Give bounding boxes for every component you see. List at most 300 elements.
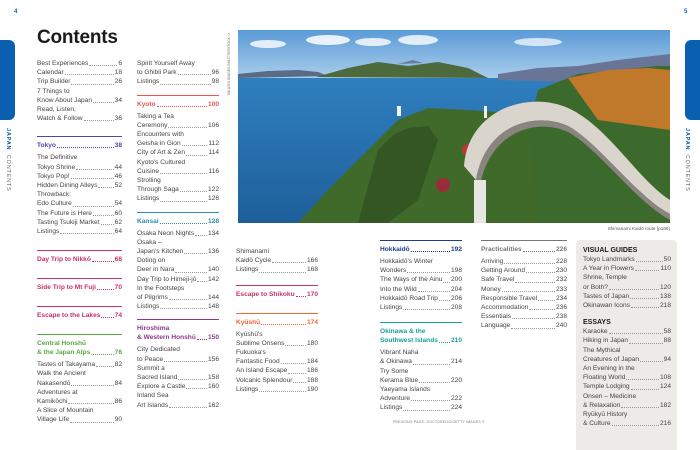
- dot-leader: [612, 425, 659, 426]
- entry-line1: Ryūkyū History: [583, 411, 628, 419]
- entry-page: 184: [306, 358, 318, 366]
- entry-title: Listings: [236, 385, 259, 393]
- entry-page: 116: [208, 167, 219, 175]
- dot-leader: [439, 300, 450, 301]
- entry-page: 230: [555, 267, 567, 275]
- section-heading[interactable]: [137, 95, 219, 109]
- dot-leader: [197, 281, 207, 282]
- toc-entry[interactable]: [37, 199, 122, 208]
- toc-entry[interactable]: [137, 68, 219, 77]
- entry-title: & Relaxation: [583, 401, 621, 409]
- toc-entry[interactable]: [380, 285, 462, 294]
- entry-page: 162: [207, 401, 219, 409]
- section-heading[interactable]: [380, 322, 462, 345]
- toc-entry[interactable]: [583, 327, 671, 336]
- entry-title: Okinawan Icons: [583, 302, 630, 310]
- entry-page: 234: [555, 294, 567, 302]
- entry-title: Sublime Onsens: [236, 339, 285, 347]
- toc-entry[interactable]: [137, 355, 219, 364]
- entry-page: 222: [450, 395, 462, 403]
- dot-leader: [411, 251, 450, 252]
- toc-entry[interactable]: [583, 283, 671, 292]
- dot-leader: [180, 191, 207, 192]
- toc-entry[interactable]: [37, 114, 122, 123]
- toc-entry[interactable]: [137, 194, 219, 203]
- page-number-right: 5: [684, 9, 688, 15]
- entry-title: Listings: [37, 228, 60, 236]
- dot-leader: [635, 270, 660, 271]
- entry-title: Tokyo Landmarks: [583, 256, 635, 263]
- toc-entry[interactable]: [481, 275, 567, 284]
- entry-title: Sacred Island: [137, 374, 178, 382]
- entry-line1: Read, Listen,: [37, 106, 76, 114]
- entry-title: of Pilgrims: [137, 294, 168, 302]
- entry-page: 120: [659, 283, 671, 291]
- dot-leader: [631, 307, 659, 308]
- toc-entry[interactable]: [236, 357, 318, 366]
- dot-leader: [621, 407, 659, 408]
- entry-page: 134: [207, 229, 219, 237]
- entry-page: 110: [660, 265, 671, 273]
- toc-entry[interactable]: [583, 419, 671, 428]
- section-page: 38: [114, 142, 122, 150]
- essays-list: [583, 327, 671, 428]
- section-title: & Western Honshū: [137, 334, 196, 342]
- entry-page: 44: [114, 163, 122, 171]
- entry-page: 214: [450, 358, 462, 366]
- dot-leader: [101, 317, 113, 318]
- toc-entry[interactable]: [481, 321, 567, 330]
- toc-entry[interactable]: [583, 292, 671, 301]
- section-heading[interactable]: [37, 136, 122, 150]
- toc-entry[interactable]: [137, 229, 219, 238]
- entry-title: & Okinawa: [380, 358, 412, 366]
- dot-leader: [76, 169, 114, 170]
- toc-entry[interactable]: [380, 275, 462, 284]
- toc-entry[interactable]: [236, 265, 318, 274]
- entry-title: The Future is Here: [37, 209, 92, 217]
- toc-entry[interactable]: [37, 59, 122, 68]
- section-heading-line1: Hiroshima: [137, 325, 170, 333]
- toc-entry[interactable]: [137, 185, 219, 194]
- section-page: 174: [306, 318, 318, 326]
- toc-entry[interactable]: [380, 266, 462, 275]
- toc-section: [37, 136, 122, 236]
- dot-leader: [182, 145, 208, 146]
- entry-title: Listings: [236, 266, 259, 274]
- dot-leader: [629, 343, 663, 344]
- entry-title: Floating World: [583, 374, 626, 382]
- entry-title: Fantastic Food: [236, 358, 280, 366]
- entry-title: Japan's Kitchen: [137, 248, 184, 256]
- entry-page: 126: [207, 195, 219, 203]
- entry-title: Money: [481, 285, 501, 293]
- section-title: Escape to Shikoku: [236, 290, 295, 298]
- toc-entry[interactable]: [37, 227, 122, 236]
- entry-title: Tastes of Japan: [583, 292, 630, 300]
- section-heading[interactable]: [137, 212, 219, 226]
- toc-entry[interactable]: [37, 163, 122, 172]
- toc-entry[interactable]: [137, 247, 219, 256]
- dot-leader: [160, 223, 207, 224]
- toc-entry[interactable]: [236, 366, 318, 375]
- section-title: Escape to the Lakes: [37, 312, 101, 320]
- toc-entry[interactable]: [236, 256, 318, 265]
- toc-entry[interactable]: [37, 415, 122, 424]
- dot-leader: [261, 324, 306, 325]
- dot-leader: [285, 345, 306, 346]
- entry-line1: Summit a: [137, 364, 165, 372]
- toc-entry[interactable]: [380, 357, 462, 366]
- section-title: Tokyo: [37, 142, 56, 150]
- entry-page: 186: [306, 367, 318, 375]
- toc-entry[interactable]: [37, 172, 122, 181]
- section-page: 74: [114, 312, 122, 320]
- toc-entry[interactable]: [481, 285, 567, 294]
- entry-line1: Inland Sea: [137, 392, 169, 400]
- entry-title: Getting Around: [481, 267, 525, 275]
- entry-line1: Kyūshū's: [236, 330, 263, 338]
- entry-line1: Strolling: [137, 177, 161, 185]
- entry-page: 18: [114, 69, 122, 77]
- section-title: Side Trip to Mt Fuji: [37, 284, 96, 292]
- entry-page: 60: [114, 209, 122, 217]
- toc-entry[interactable]: [37, 68, 122, 77]
- toc-entry[interactable]: [137, 121, 219, 130]
- footer-photo-credit: PREVIOUS PAGE: DOCTOREGG/GETTY IMAGES ©: [393, 420, 485, 424]
- toc-entry[interactable]: [137, 293, 219, 302]
- dot-leader: [93, 102, 114, 103]
- entry-title: Osaka Neon Nights: [137, 229, 195, 237]
- entry-page: 144: [207, 294, 219, 302]
- section-heading[interactable]: [380, 240, 462, 254]
- entry-page: 166: [306, 257, 318, 265]
- dot-leader: [259, 272, 306, 273]
- toc-section: [380, 322, 462, 412]
- toc-column-1: [37, 59, 122, 425]
- entry-title: Volcanic Splendour: [236, 376, 293, 384]
- entry-page: 216: [659, 420, 671, 428]
- section-heading[interactable]: [481, 240, 567, 254]
- entry-title: Listings: [137, 195, 160, 203]
- entry-title: A Year in Flowers: [583, 265, 634, 273]
- entry-line1: Hokkaidō's Winter: [380, 258, 433, 265]
- dot-leader: [636, 261, 663, 262]
- entry-page: 208: [450, 304, 462, 312]
- dot-leader: [197, 339, 207, 340]
- toc-entry[interactable]: [583, 264, 671, 273]
- dot-leader: [93, 215, 114, 216]
- entry-page: 160: [207, 383, 219, 391]
- toc-entry[interactable]: [236, 339, 318, 348]
- entry-page: 180: [306, 339, 318, 347]
- toc-column-3: [236, 247, 318, 394]
- toc-entry[interactable]: [137, 148, 219, 157]
- section-heading[interactable]: [37, 250, 122, 264]
- entry-page: 190: [306, 385, 318, 393]
- section-page: 70: [114, 284, 122, 292]
- toc-entry[interactable]: [481, 266, 567, 275]
- toc-entry[interactable]: [37, 209, 122, 218]
- entry-page: 168: [306, 266, 318, 274]
- toc-entry[interactable]: [583, 373, 671, 382]
- entry-line1: Taking a Tea: [137, 112, 174, 120]
- toc-entry[interactable]: [481, 294, 567, 303]
- section-page: 170: [306, 290, 318, 298]
- toc-entry[interactable]: [137, 401, 219, 410]
- toc-entry[interactable]: [37, 360, 122, 369]
- entry-page: 6: [118, 60, 122, 67]
- entry-title: Best Experiences: [37, 60, 89, 67]
- dot-leader: [529, 309, 555, 310]
- toc-entry[interactable]: [481, 303, 567, 312]
- entry-title: City of Art & Zen: [137, 149, 186, 157]
- entry-line1: Throwback:: [37, 191, 72, 199]
- toc-entry[interactable]: [137, 139, 219, 148]
- dot-leader: [71, 84, 113, 85]
- toc-entry[interactable]: [481, 257, 567, 266]
- dot-leader: [296, 296, 306, 297]
- dot-leader: [178, 379, 207, 380]
- dot-leader: [92, 261, 114, 262]
- dot-leader: [609, 289, 659, 290]
- entry-title: Deer in Nara: [137, 266, 175, 274]
- section-page: 128: [207, 217, 219, 225]
- entry-page: 142: [207, 275, 219, 283]
- entry-line1: Shrine, Temple: [583, 274, 627, 282]
- entry-title: Through Saga: [137, 186, 179, 194]
- dot-leader: [160, 173, 207, 174]
- entry-title: Kerama Blue: [380, 376, 419, 384]
- toc-entry[interactable]: [37, 218, 122, 227]
- section-page: 226: [555, 246, 567, 253]
- entry-line1: A Slice of Mountain: [37, 407, 94, 415]
- entry-page: 140: [207, 266, 219, 274]
- toc-entry[interactable]: [37, 77, 122, 86]
- toc-entry[interactable]: [236, 376, 318, 385]
- toc-entry[interactable]: [37, 181, 122, 190]
- section-page: 68: [114, 256, 122, 264]
- entry-title: Listings: [380, 304, 403, 312]
- entry-page: 62: [114, 218, 122, 226]
- toc-section: [236, 313, 318, 394]
- dot-leader: [97, 289, 114, 290]
- entry-page: 200: [450, 276, 462, 284]
- dot-leader: [175, 272, 207, 273]
- entry-page: 94: [663, 355, 671, 363]
- entry-page: 26: [114, 78, 122, 86]
- entry-title: to Ghibli Park: [137, 69, 177, 77]
- entry-title: Responsible Travel: [481, 294, 538, 302]
- toc-entry[interactable]: [137, 77, 219, 86]
- dot-leader: [403, 309, 450, 310]
- entry-page: 198: [450, 267, 462, 275]
- toc-section: [137, 212, 219, 312]
- toc-entry[interactable]: [137, 382, 219, 391]
- entry-page: 236: [555, 304, 567, 312]
- side-label-right: JAPAN CONTENTS: [684, 128, 690, 192]
- toc-section: [37, 306, 122, 320]
- toc-column-5: [481, 240, 567, 331]
- dot-leader: [512, 318, 555, 319]
- entry-line1: Fukuoka's: [236, 349, 266, 357]
- section-page: 76: [114, 349, 122, 357]
- entry-title: The Ways of the Ainu: [380, 276, 443, 284]
- dot-leader: [504, 263, 555, 264]
- toc-section: [236, 285, 318, 299]
- entry-page: 112: [208, 140, 219, 148]
- toc-entry[interactable]: [583, 255, 671, 264]
- entry-title: Edo Culture: [37, 200, 72, 208]
- entry-title: Tastes of Takayama: [37, 361, 96, 369]
- entry-title: Cuisine: [137, 167, 159, 175]
- entry-page: 98: [211, 78, 219, 86]
- toc-entry[interactable]: [380, 394, 462, 403]
- entry-page: 54: [114, 200, 122, 208]
- toc-entry[interactable]: [583, 336, 671, 345]
- entry-page: 138: [659, 292, 671, 300]
- entry-page: 64: [114, 228, 122, 236]
- entry-title: Temple Lodging: [583, 383, 630, 391]
- dot-leader: [160, 308, 207, 309]
- entry-title: Hokkaidō Road Trip: [380, 294, 438, 302]
- entry-title: Adventure: [380, 395, 411, 403]
- entry-title: Day Trip to Himeji-jō: [137, 275, 197, 283]
- entry-page: 224: [450, 404, 462, 412]
- toc-entry[interactable]: [37, 379, 122, 388]
- entry-title: Accommodation: [481, 304, 529, 312]
- entry-line1: Adventures at: [37, 388, 78, 396]
- entry-title: Tokyo Shrine: [37, 163, 76, 171]
- entry-title: Nakasendō: [37, 379, 71, 387]
- dot-leader: [502, 291, 555, 292]
- toc-entry[interactable]: [236, 385, 318, 394]
- dot-leader: [439, 342, 450, 343]
- toc-section: [481, 240, 567, 331]
- section-heading[interactable]: [37, 334, 122, 357]
- section-title: Southwest Islands: [380, 337, 438, 345]
- dot-leader: [609, 333, 663, 334]
- entry-title: An Island Escape: [236, 367, 288, 375]
- page-title: Contents: [37, 27, 118, 48]
- toc-entry[interactable]: [583, 355, 671, 364]
- dot-leader: [418, 291, 450, 292]
- toc-entry[interactable]: [137, 373, 219, 382]
- entry-line1: The Mythical: [583, 346, 621, 354]
- entry-title: Creatures of Japan: [583, 355, 640, 363]
- section-heading[interactable]: [236, 313, 318, 327]
- entry-page: 188: [306, 376, 318, 384]
- entry-line1: Doting on: [137, 257, 166, 265]
- dot-leader: [407, 272, 450, 273]
- toc-entry[interactable]: [583, 301, 671, 310]
- dot-leader: [293, 382, 306, 383]
- entry-page: 108: [659, 374, 671, 382]
- toc-entry[interactable]: [583, 382, 671, 391]
- toc-column-2: [137, 59, 219, 410]
- toc-entry[interactable]: [380, 303, 462, 312]
- entry-title: Language: [481, 322, 511, 330]
- section-heading[interactable]: [37, 278, 122, 292]
- entry-title: Arriving: [481, 258, 504, 265]
- toc-section: [137, 95, 219, 204]
- dot-leader: [403, 410, 450, 411]
- dot-leader: [195, 235, 207, 236]
- entry-page: 233: [555, 285, 567, 293]
- entry-page: 96: [211, 69, 219, 77]
- entry-page: 114: [208, 149, 219, 157]
- entry-title: Village Life: [37, 416, 70, 424]
- entry-title: Listings: [137, 303, 160, 311]
- thumb-tab-left: [0, 40, 15, 120]
- toc-entry[interactable]: [137, 302, 219, 311]
- entry-title: Explore a Castle: [137, 383, 186, 391]
- dot-leader: [96, 366, 114, 367]
- toc-entry[interactable]: [380, 376, 462, 385]
- entry-title: Ceremony: [137, 121, 168, 129]
- toc-section: [37, 250, 122, 264]
- dot-leader: [626, 379, 659, 380]
- dot-leader: [631, 389, 659, 390]
- toc-entry[interactable]: [380, 294, 462, 303]
- entry-title: or Both?: [583, 283, 608, 291]
- dot-leader: [419, 382, 450, 383]
- entry-title: Wonders: [380, 267, 407, 275]
- dot-leader: [157, 106, 207, 107]
- entry-page: 90: [114, 416, 122, 424]
- toc-entry[interactable]: [137, 265, 219, 274]
- dot-leader: [630, 298, 659, 299]
- toc-entry[interactable]: [37, 397, 122, 406]
- dot-leader: [164, 361, 207, 362]
- entry-title: & Culture: [583, 420, 611, 428]
- entry-page: 182: [659, 401, 671, 409]
- section-heading[interactable]: [137, 319, 219, 342]
- toc-entry[interactable]: [583, 401, 671, 410]
- toc-entry[interactable]: [137, 167, 219, 176]
- section-heading[interactable]: [236, 285, 318, 299]
- entry-page: 206: [450, 294, 462, 302]
- entry-page: 158: [207, 374, 219, 382]
- dot-leader: [73, 206, 114, 207]
- entry-title: Into the Wild: [380, 285, 417, 293]
- entry-line1: Walk the Ancient: [37, 370, 86, 378]
- essays-heading: ESSAYS: [583, 319, 611, 327]
- entry-line1: 7 Things to: [37, 87, 70, 95]
- dot-leader: [160, 201, 207, 202]
- entry-page: 58: [663, 328, 671, 336]
- section-page: 192: [450, 246, 462, 253]
- toc-entry[interactable]: [37, 96, 122, 105]
- entry-page: 46: [114, 172, 122, 180]
- entry-title: Hiking in Japan: [583, 337, 629, 345]
- toc-entry[interactable]: [380, 403, 462, 412]
- dot-leader: [523, 251, 555, 252]
- section-heading[interactable]: [37, 306, 122, 320]
- toc-column-4: [380, 240, 462, 413]
- section-page: 210: [450, 337, 462, 345]
- dot-leader: [60, 233, 113, 234]
- section-page: 100: [207, 100, 219, 108]
- toc-entry[interactable]: [481, 312, 567, 321]
- toc-entry[interactable]: [137, 275, 219, 284]
- entry-title: to Peace: [137, 355, 164, 363]
- dot-leader: [57, 147, 114, 148]
- dot-leader: [168, 127, 207, 128]
- dot-leader: [71, 178, 114, 179]
- entry-page: 50: [663, 256, 671, 263]
- dot-leader: [71, 385, 113, 386]
